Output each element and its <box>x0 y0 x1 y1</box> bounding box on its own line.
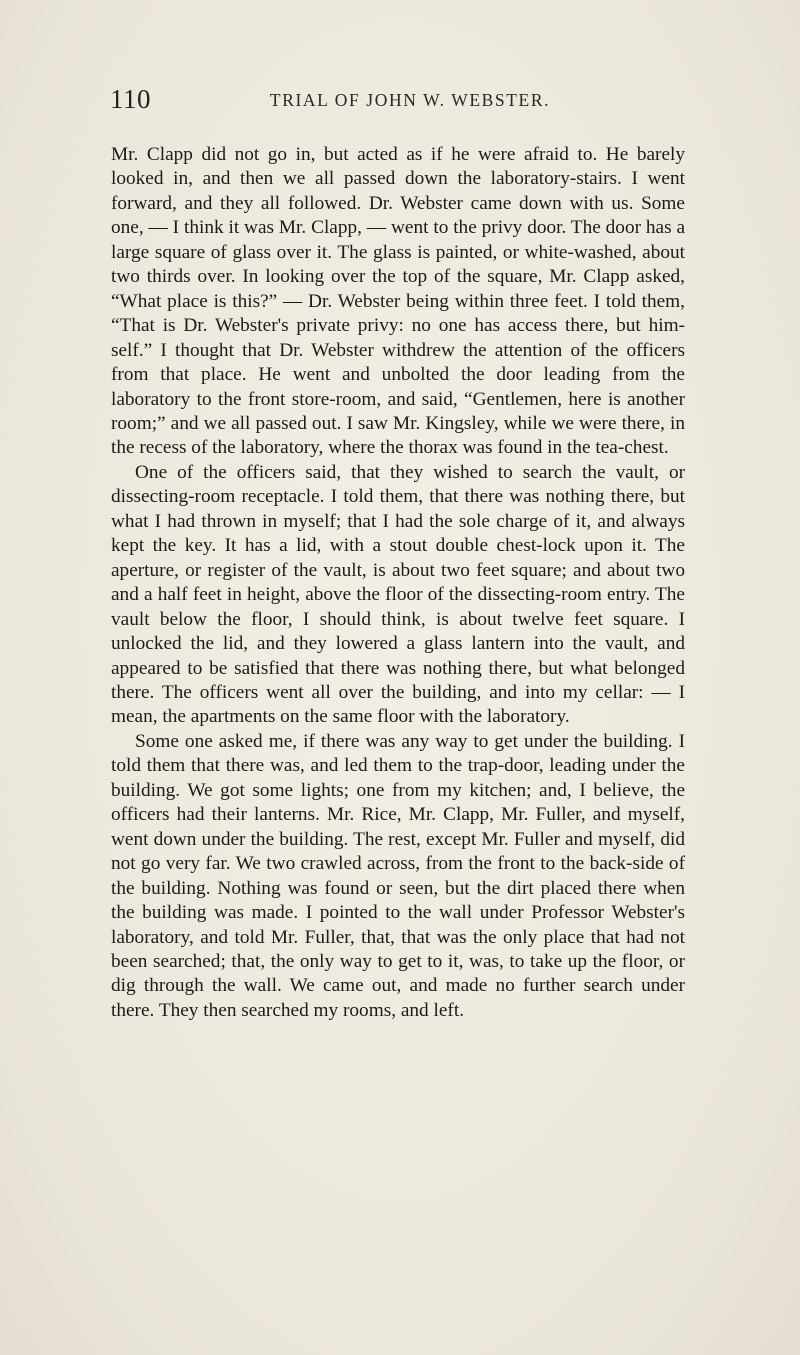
page-number: 110 <box>110 84 151 114</box>
body-text <box>111 143 685 1023</box>
paragraph: One of the officers said, that they wished to search the vault, or dissecting-room receptacle. I told them, that there was nothing there, but what I had thrown in myself; that I had the sole charge of it, and always kept the key. It has a lid, with a stout double chest-lock upon it. The aperture, or register of the vault, is about two feet square; and about two and a half feet in height, above the floor of the dissecting-room entry. The vault below the floor, I should think, is about twelve feet square. I unlocked the lid, and they lowered a glass lantern into the vault, and appeared to be satisfied that there was nothing there, but what belonged there. The officers went all over the building, and into my cellar: — I mean, the apartments on the same floor with the laboratory. <box>111 461 685 728</box>
running-title: TRIAL OF JOHN W. WEBSTER. <box>269 90 551 110</box>
running-head <box>110 84 710 124</box>
paragraph: Mr. Clapp did not go in, but acted as if he were afraid to. He barely looked in, and then we all passed down the laboratory-stairs. I went forward, and they all followed. Dr. Webster came down with us. Some one, — I think it was Mr. Clapp, — went to the privy door. The door has a large square of glass over it. The glass is painted, or white-washed, about two thirds over. In looking over the top of the square, Mr. Clapp asked, “What place is this?” — Dr. Webster being within three feet. I told them, “That is Dr. Webster's private privy: no one has access there, but him-self.” I thought that Dr. Webster withdrew the attention of the officers from that place. He went and unbolted the door leading from the laboratory to the front store-room, and said, “Gentlemen, here is another room;” and we all passed out. I saw Mr. Kingsley, while we were there, in the recess of the laboratory, where the thorax was found in the tea-chest. <box>111 144 685 459</box>
paragraph: Some one asked me, if there was any way to get under the building. I told them that there was, and led them to the trap-door, leading under the building. We got some lights; one from my kitchen; and, I believe, the officers had their lanterns. Mr. Rice, Mr. Clapp, Mr. Fuller, and myself, went down under the building. The rest, except Mr. Fuller and myself, did not go very far. We two crawled across, from the front to the back-side of the building. Nothing was found or seen, but the dirt placed there when the building was made. I pointed to the wall under Professor Webster's laboratory, and told Mr. Fuller, that, that was the only place that had not been searched; that, the only way to get to it, was, to take up the floor, or dig through the wall. We came out, and made no further search under there. They then searched my rooms, and left. <box>111 730 685 1021</box>
